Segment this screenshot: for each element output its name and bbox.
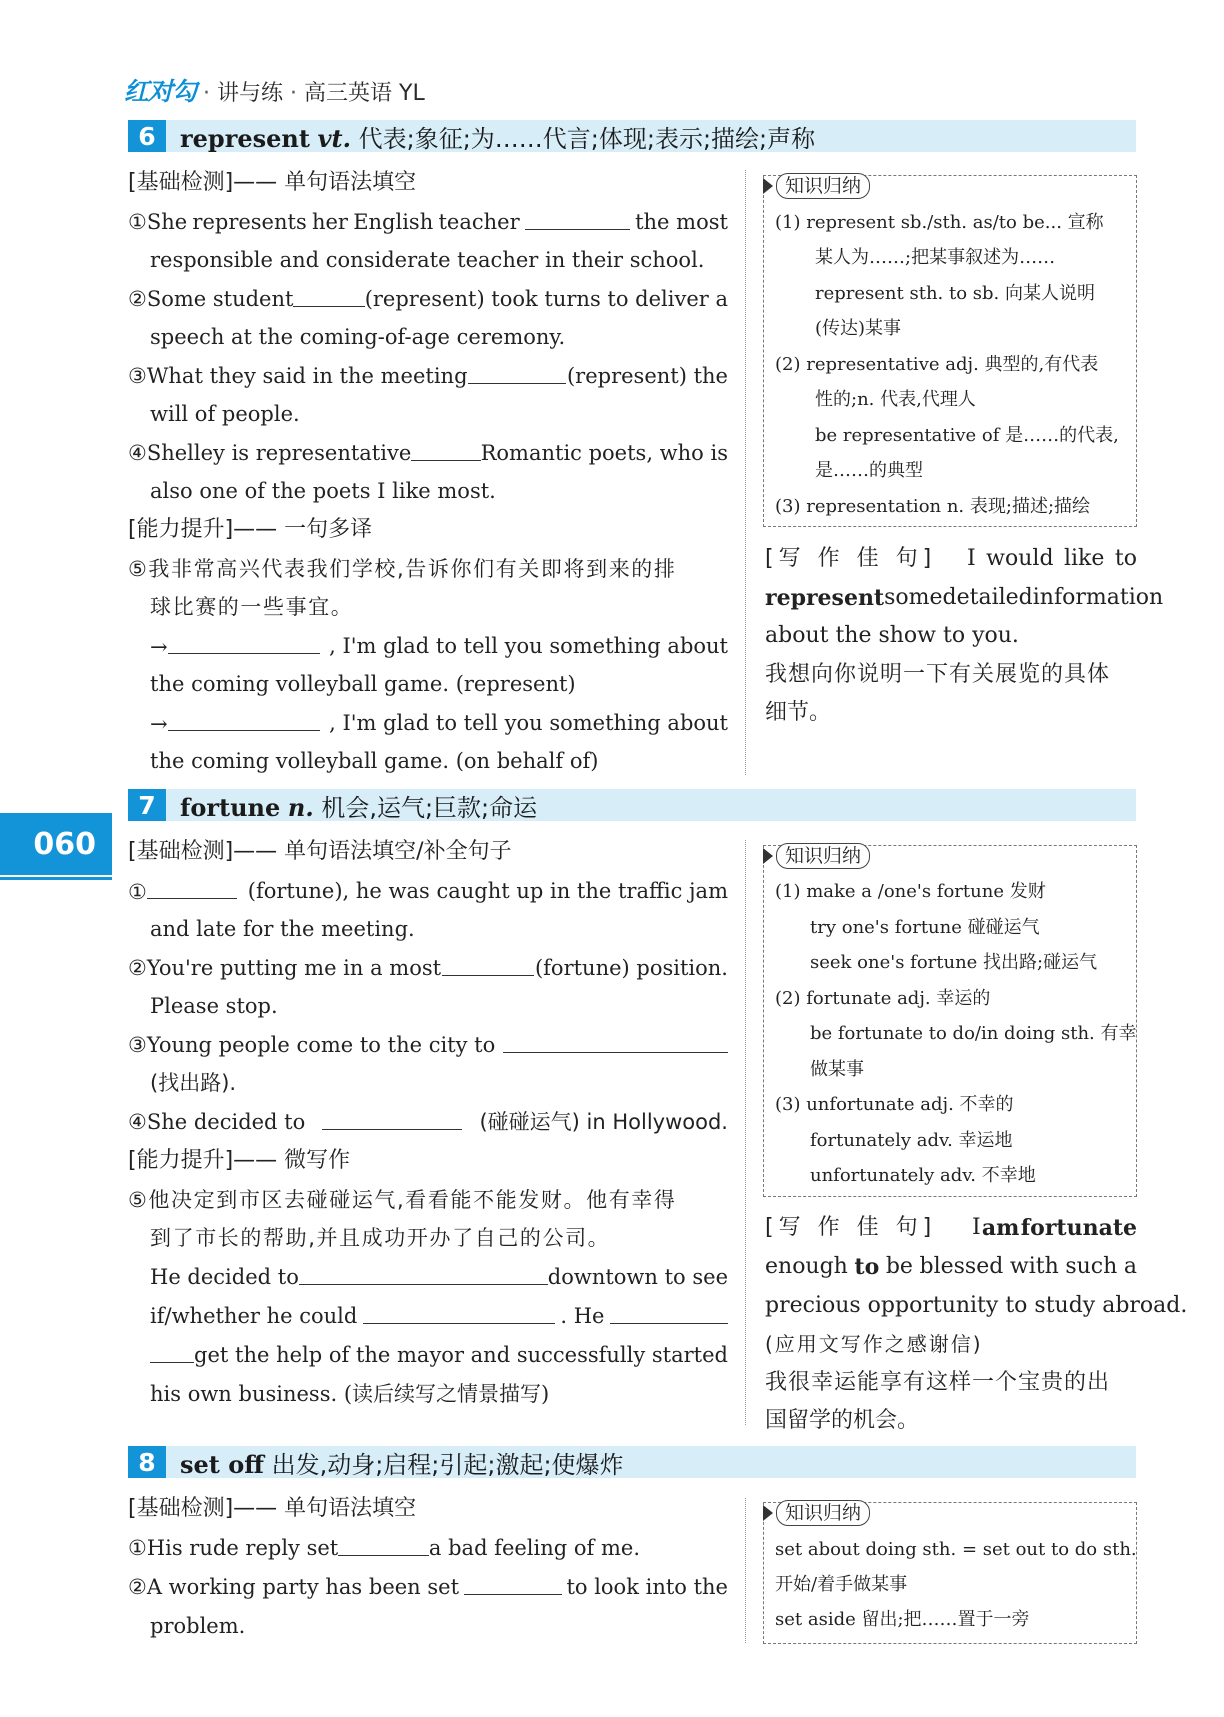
answer-blank[interactable] bbox=[299, 1262, 548, 1285]
question-line: ③What they said in the meeting (represent) the bbox=[128, 361, 728, 391]
writing-line: represent some detailed information bbox=[765, 585, 1164, 611]
answer-blank[interactable] bbox=[468, 361, 566, 384]
column-divider bbox=[745, 840, 746, 1425]
section-number: 7 bbox=[128, 789, 166, 821]
section-title: represent vt. 代表;象征;为……代言;体现;表示;描绘;声称 bbox=[180, 123, 816, 153]
advanced-heading: [能力提升]—— 一句多译 bbox=[128, 517, 373, 542]
triangle-icon bbox=[763, 1505, 773, 1521]
writing-heading: [写 作 佳 句] bbox=[765, 546, 937, 571]
answer-blank[interactable] bbox=[293, 284, 364, 307]
triangle-icon bbox=[763, 178, 773, 194]
brand-logo: 红对勾 bbox=[124, 77, 197, 106]
basic-check-heading: [基础检测]—— 单句语法填空 bbox=[128, 170, 417, 195]
running-header: 红对勾 · 讲与练 · 高三英语 YL bbox=[124, 77, 425, 106]
chinese-prompt: ⑤我非常高兴代表我们学校,告诉你们有关即将到来的排 bbox=[128, 557, 677, 581]
answer-blank[interactable] bbox=[610, 1301, 728, 1324]
question-line: ③Young people come to the city to bbox=[128, 1030, 728, 1060]
section-number: 6 bbox=[128, 120, 166, 152]
chinese-prompt: ⑤他决定到市区去碰碰运气,看看能不能发财。他有幸得 bbox=[128, 1188, 677, 1212]
question-line: ④She decided to (碰碰运气) in Hollywood. bbox=[128, 1107, 728, 1137]
writing-line: enough to be blessed with such a bbox=[765, 1254, 1137, 1280]
answer-blank[interactable] bbox=[363, 1301, 555, 1324]
question-line: ②Some student (represent) took turns to deliver a bbox=[128, 284, 728, 314]
writing-heading: [写 作 佳 句] bbox=[765, 1215, 937, 1240]
answer-blank[interactable] bbox=[147, 876, 237, 899]
question-line: ②You're putting me in a most (fortune) position. bbox=[128, 953, 728, 983]
knowledge-tag: 知识归纳 bbox=[763, 843, 870, 869]
answer-blank[interactable] bbox=[411, 438, 480, 461]
answer-blank[interactable] bbox=[150, 1340, 194, 1363]
advanced-heading: [能力提升]—— 微写作 bbox=[128, 1148, 351, 1173]
question-line: ②A working party has been set to look into the bbox=[128, 1572, 728, 1602]
answer-blank[interactable] bbox=[525, 207, 630, 230]
writing-exercise-line: get the help of the mayor and successfully started bbox=[150, 1340, 728, 1370]
basic-check-heading: [基础检测]—— 单句语法填空/补全句子 bbox=[128, 839, 512, 864]
column-divider bbox=[745, 170, 746, 775]
section-7-header bbox=[128, 789, 1136, 821]
basic-check-heading: [基础检测]—— 单句语法填空 bbox=[128, 1496, 417, 1521]
writing-line: [写 作 佳 句] I would like to bbox=[765, 544, 1137, 574]
writing-exercise-line: He decided to downtown to see bbox=[150, 1262, 728, 1292]
knowledge-tag: 知识归纳 bbox=[763, 1500, 870, 1526]
question-line: ④Shelley is representative Romantic poets, who is bbox=[128, 438, 728, 468]
translation-line: → , I'm glad to tell you something about bbox=[150, 631, 728, 662]
section-number: 8 bbox=[128, 1446, 166, 1478]
question-line: ①She represents her English teacher the most bbox=[128, 207, 728, 237]
question-line: ①His rude reply set a bad feeling of me. bbox=[128, 1533, 640, 1563]
section-8-header bbox=[128, 1446, 1136, 1478]
answer-blank[interactable] bbox=[168, 631, 320, 654]
page-number-rule bbox=[0, 877, 112, 880]
page-number: 060 bbox=[0, 813, 112, 875]
writing-exercise-line: if/whether he could . He bbox=[150, 1301, 728, 1331]
answer-blank[interactable] bbox=[168, 708, 320, 731]
answer-blank[interactable] bbox=[464, 1572, 562, 1595]
section-6-header bbox=[128, 120, 1136, 152]
column-divider bbox=[745, 1498, 746, 1643]
question-line: ① (fortune), he was caught up in the traffic jam bbox=[128, 876, 728, 907]
subject-name: 高三英语 YL bbox=[304, 81, 425, 106]
knowledge-tag: 知识归纳 bbox=[763, 173, 870, 199]
section-title: set off 出发,动身;启程;引起;激起;使爆炸 bbox=[180, 1449, 624, 1479]
series-name: 讲与练 bbox=[217, 81, 284, 106]
answer-blank[interactable] bbox=[338, 1533, 429, 1556]
translation-line: → , I'm glad to tell you something about bbox=[150, 708, 728, 739]
answer-blank[interactable] bbox=[322, 1107, 462, 1130]
answer-blank[interactable] bbox=[503, 1030, 728, 1053]
triangle-icon bbox=[763, 848, 773, 864]
section-title: fortune n. 机会,运气;巨款;命运 bbox=[180, 792, 538, 822]
writing-line: [写 作 佳 句] I am fortunate bbox=[765, 1215, 1137, 1241]
answer-blank[interactable] bbox=[442, 953, 534, 976]
